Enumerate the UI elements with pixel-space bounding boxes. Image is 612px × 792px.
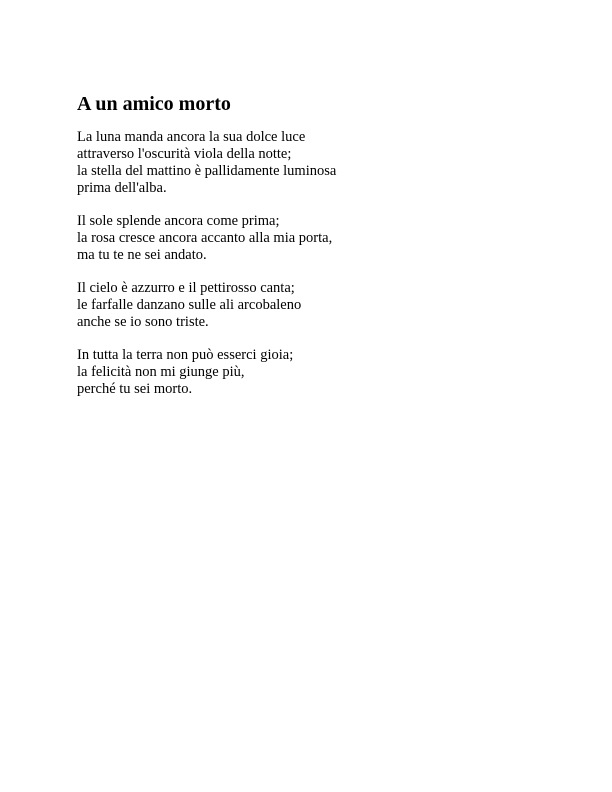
poem-line: anche se io sono triste. <box>77 314 209 330</box>
stanza-4 <box>77 347 537 398</box>
poem-line: ma tu te ne sei andato. <box>77 247 207 263</box>
poem-line: le farfalle danzano sulle ali arcobaleno <box>77 297 302 313</box>
poem-line: attraverso l'oscurità viola della notte; <box>77 146 292 162</box>
poem-title: A un amico morto <box>77 93 231 115</box>
poem-line: prima dell'alba. <box>77 180 167 196</box>
stanza-3 <box>77 280 537 331</box>
poem-line: la felicità non mi giunge più, <box>77 364 245 380</box>
poem-line: La luna manda ancora la sua dolce luce <box>77 129 306 145</box>
poem-line: In tutta la terra non può esserci gioia; <box>77 347 294 363</box>
poem-line: la stella del mattino è pallidamente luminosa <box>77 163 337 179</box>
poem-line: Il cielo è azzurro e il pettirosso canta; <box>77 280 295 296</box>
stanza-2 <box>77 213 537 264</box>
poem-line: Il sole splende ancora come prima; <box>77 213 280 229</box>
poem-line: la rosa cresce ancora accanto alla mia porta, <box>77 230 333 246</box>
poem-line: perché tu sei morto. <box>77 381 193 397</box>
document-page <box>77 92 537 414</box>
stanza-1 <box>77 129 537 197</box>
